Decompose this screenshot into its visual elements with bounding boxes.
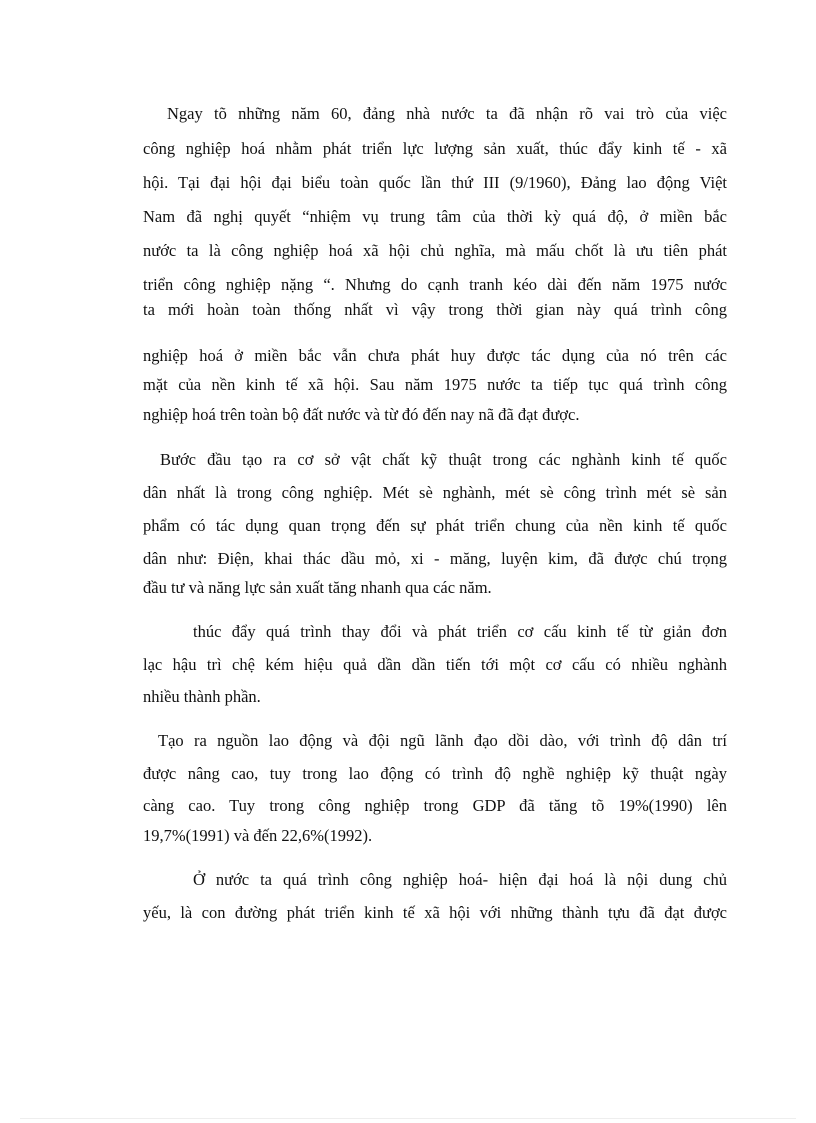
text-line: Tạo ra nguồn lao động và đội ngũ lãnh đạo dồi dào, với trình độ dân trí: [158, 731, 727, 750]
text-line: nghiệp hoá ở miền bắc vẫn chưa phát huy được tác dụng của nó trên các: [143, 346, 727, 365]
text-line: càng cao. Tuy trong công nghiệp trong GDP đã tăng tõ 19%(1990) lên: [143, 796, 727, 815]
text-line: nghiệp hoá trên toàn bộ đất nước và từ đó đến nay nã đã đạt được.: [143, 405, 580, 424]
text-line: thúc đẩy quá trình thay đổi và phát triển cơ cấu kinh tế từ giản đơn: [193, 622, 727, 641]
text-line: dân nhất là trong công nghiệp. Mét sè nghành, mét sè công trình mét sè sản: [143, 483, 727, 502]
text-line: hội. Tại đại hội đại biểu toàn quốc lần thứ III (9/1960), Đảng lao động Việt: [143, 173, 727, 192]
text-line: mặt của nền kinh tế xã hội. Sau năm 1975 nước ta tiếp tục quá trình công: [143, 375, 727, 394]
text-line: nhiều thành phần.: [143, 687, 261, 706]
text-line: yếu, là con đường phát triển kinh tế xã hội với những thành tựu đã đạt được: [143, 903, 727, 922]
text-line: phẩm có tác dụng quan trọng đến sự phát triển chung của nền kinh tế quốc: [143, 516, 727, 535]
text-line: triển công nghiệp nặng “. Nhưng do cạnh tranh kéo dài đến năm 1975 nước: [143, 275, 727, 294]
text-line: Ở nước ta quá trình công nghiệp hoá- hiện đại hoá là nội dung chủ: [193, 870, 727, 889]
text-line: lạc hậu trì chệ kém hiệu quả dần dần tiến tới một cơ cấu có nhiều nghành: [143, 655, 727, 674]
text-line: được nâng cao, tuy trong lao động có trình độ nghề nghiệp kỹ thuật ngày: [143, 764, 727, 783]
text-line: dân như: Điện, khai thác dầu mỏ, xi - măng, luyện kim, đã được chú trọng: [143, 549, 727, 568]
text-line: đầu tư và năng lực sản xuất tăng nhanh qua các năm.: [143, 578, 492, 597]
text-line: công nghiệp hoá nhằm phát triển lực lượng sản xuất, thúc đẩy kinh tế - xã: [143, 139, 727, 158]
text-line: ta mới hoàn toàn thống nhất vì vậy trong thời gian này quá trình công: [143, 300, 727, 319]
text-line: Bước đầu tạo ra cơ sở vật chất kỹ thuật trong các nghành kinh tế quốc: [160, 450, 727, 469]
text-line: Ngay tõ những năm 60, đảng nhà nước ta đã nhận rõ vai trò của việc: [167, 104, 727, 123]
text-line: Nam đã nghị quyết “nhiệm vụ trung tâm của thời kỳ quá độ, ở miền bắc: [143, 207, 727, 226]
text-line: 19,7%(1991) và đến 22,6%(1992).: [143, 826, 373, 845]
text-line: nước ta là công nghiệp hoá xã hội chủ nghĩa, mà mấu chốt là ưu tiên phát: [143, 241, 727, 260]
page-edge-divider: [20, 1118, 796, 1119]
